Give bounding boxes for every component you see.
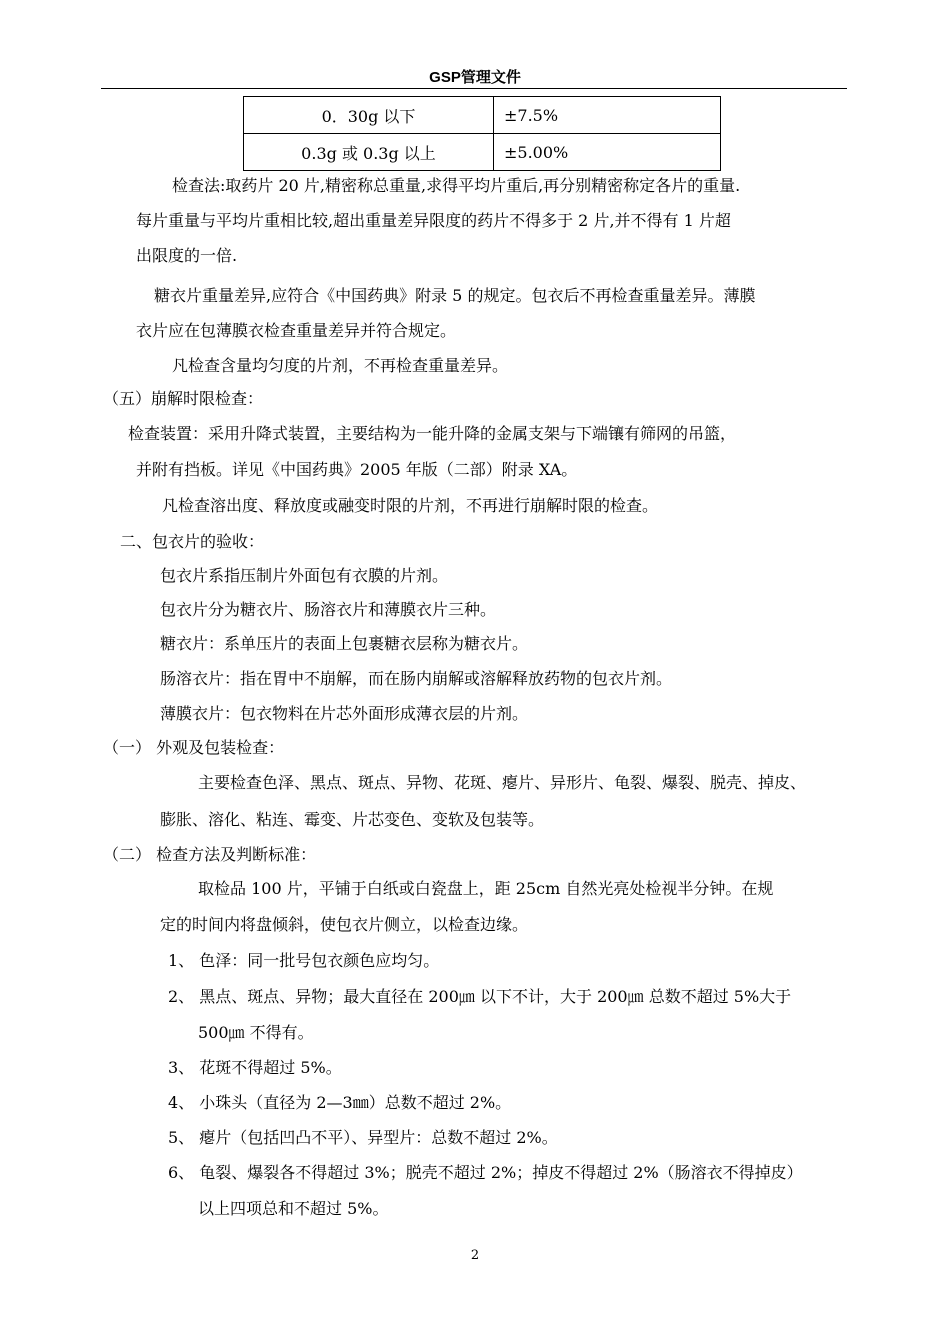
paragraph-line: 每片重量与平均片重相比较,超出重量差异限度的药片不得多于 2 片,并不得有 1 片超	[136, 211, 731, 230]
weight-variation-table	[243, 96, 721, 171]
paragraph-line: 主要检查色泽、黑点、斑点、异物、花斑、瘪片、异形片、龟裂、爆裂、脱壳、掉皮、	[198, 773, 807, 792]
paragraph-line: 检查装置：采用升降式装置，主要结构为一能升降的金属支架与下端镶有筛网的吊篮，	[128, 424, 737, 443]
paragraph-line: 并附有挡板。详见《中国药典》2005 年版（二部）附录 XA。	[136, 460, 578, 479]
paragraph-line: 凡检查溶出度、释放度或融变时限的片剂，不再进行崩解时限的检查。	[162, 496, 659, 515]
table-row	[244, 134, 721, 171]
paragraph-line: 定的时间内将盘倾斜，使包衣片侧立，以检查边缘。	[160, 915, 529, 934]
table-cell-limit: ±7.5%	[494, 97, 721, 134]
paragraph-line: 糖衣片重量差异,应符合《中国药典》附录 5 的规定。包衣后不再检查重量差异。薄膜	[154, 286, 756, 305]
table-cell-limit: ±5.00%	[494, 134, 721, 171]
list-item: 3、 花斑不得超过 5%。	[168, 1058, 342, 1077]
list-item-continuation: 以上四项总和不超过 5%。	[198, 1199, 389, 1218]
paragraph-line: 肠溶衣片：指在胃中不崩解，而在肠内崩解或溶解释放药物的包衣片剂。	[160, 669, 673, 688]
paragraph-line: 糖衣片：系单压片的表面上包裹糖衣层称为糖衣片。	[160, 634, 529, 653]
list-item: 5、 瘪片（包括凹凸不平）、异型片：总数不超过 2%。	[168, 1128, 558, 1147]
table-row	[244, 97, 721, 134]
paragraph-line: 薄膜衣片：包衣物料在片芯外面形成薄衣层的片剂。	[160, 704, 529, 723]
section-heading: （二） 检查方法及判断标准：	[103, 845, 317, 864]
list-item: 6、 龟裂、爆裂各不得超过 3%；脱壳不超过 2%；掉皮不得超过 2%（肠溶衣不得掉皮）	[168, 1163, 803, 1182]
section-heading: 二、包衣片的验收：	[120, 532, 265, 551]
section-heading: （五）崩解时限检查：	[103, 389, 264, 408]
list-item-continuation: 500㎛ 不得有。	[198, 1023, 314, 1042]
paragraph-line: 取检品 100 片，平铺于白纸或白瓷盘上，距 25cm 自然光亮处检视半分钟。在规	[198, 879, 774, 898]
paragraph-line: 凡检查含量均匀度的片剂，不再检查重量差异。	[172, 356, 509, 375]
header-divider	[101, 88, 847, 89]
paragraph-line: 包衣片分为糖衣片、肠溶衣片和薄膜衣片三种。	[160, 600, 497, 619]
paragraph-line: 膨胀、溶化、粘连、霉变、片芯变色、变软及包装等。	[160, 810, 545, 829]
list-item: 2、 黑点、斑点、异物；最大直径在 200㎛ 以下不计，大于 200㎛ 总数不超过 5%大于	[168, 987, 792, 1006]
list-item: 1、 色泽：同一批号包衣颜色应均匀。	[168, 951, 440, 970]
page-header-title: GSP管理文件	[429, 69, 521, 86]
paragraph-line: 检查法:取药片 20 片,精密称总重量,求得平均片重后,再分别精密称定各片的重量.	[172, 176, 741, 195]
paragraph-line: 包衣片系指压制片外面包有衣膜的片剂。	[160, 566, 449, 585]
paragraph-line: 衣片应在包薄膜衣检查重量差异并符合规定。	[136, 321, 457, 340]
section-heading: （一） 外观及包装检查：	[103, 738, 285, 757]
list-item: 4、 小珠头（直径为 2—3㎜）总数不超过 2%。	[168, 1093, 512, 1112]
table-cell-weight: 0.3g 或 0.3g 以上	[244, 134, 494, 171]
paragraph-line: 出限度的一倍.	[136, 246, 238, 265]
page-number: 2	[470, 1248, 480, 1263]
table-cell-weight: 0．30g 以下	[244, 97, 494, 134]
